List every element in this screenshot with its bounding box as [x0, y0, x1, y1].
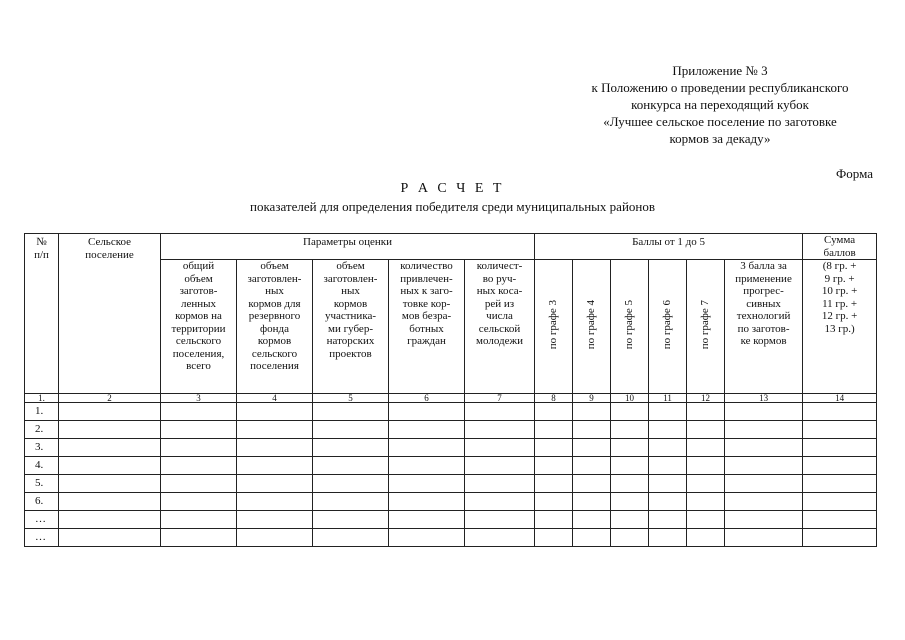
table-cell	[725, 421, 803, 439]
table-cell	[725, 493, 803, 511]
table-cell	[313, 493, 389, 511]
table-cell	[573, 511, 611, 529]
row-number: 5.	[25, 475, 59, 493]
column-number: 6	[389, 394, 465, 403]
row-number: 4.	[25, 457, 59, 475]
table-cell	[237, 475, 313, 493]
table-cell	[687, 457, 725, 475]
table-cell	[687, 475, 725, 493]
table-cell	[535, 493, 573, 511]
row-number: 6.	[25, 493, 59, 511]
header-score-label: по графе 4	[585, 300, 598, 350]
table-cell	[803, 529, 877, 547]
calculation-table	[24, 233, 877, 547]
header-score	[611, 260, 649, 394]
table-cell	[389, 511, 465, 529]
annex-header	[540, 62, 900, 147]
table-cell	[573, 439, 611, 457]
row-number: …	[25, 511, 59, 529]
column-number: 1.	[25, 394, 59, 403]
table-cell	[313, 403, 389, 421]
table-cell	[649, 493, 687, 511]
table-cell	[465, 439, 535, 457]
table-cell	[611, 529, 649, 547]
annex-line: к Положению о проведении республиканского	[591, 80, 849, 95]
table-cell	[389, 529, 465, 547]
header-param: объем заготовлен- ных кормов участника- ми губер- наторских проектов	[313, 260, 389, 394]
document-subtitle: показателей для определения победителя среди муниципальных районов	[249, 199, 655, 214]
document-title: Р А С Ч Е Т	[400, 181, 505, 196]
table-cell	[161, 439, 237, 457]
table-cell	[649, 403, 687, 421]
header-score-extra: 3 балла за применение прогрес- сивных технологий по заготов- ке кормов	[725, 260, 803, 394]
table-cell	[59, 475, 161, 493]
annex-line: кормов за декаду»	[669, 131, 771, 146]
column-number: 9	[573, 394, 611, 403]
table-cell	[611, 493, 649, 511]
table-cell	[687, 421, 725, 439]
table-cell	[313, 529, 389, 547]
header-param: общий объем заготов- ленных кормов на территории сельского поселения, всего	[161, 260, 237, 394]
table-row	[25, 475, 877, 493]
table-cell	[237, 439, 313, 457]
table-cell	[465, 511, 535, 529]
table-row	[25, 529, 877, 547]
table-cell	[725, 403, 803, 421]
table-cell	[59, 439, 161, 457]
table-cell	[237, 403, 313, 421]
header-score	[649, 260, 687, 394]
table-cell	[803, 493, 877, 511]
header-scores-group: Баллы от 1 до 5	[535, 234, 803, 260]
table-cell	[687, 439, 725, 457]
header-params-group: Параметры оценки	[161, 234, 535, 260]
header-score-label: по графе 3	[547, 300, 560, 350]
table-cell	[803, 403, 877, 421]
table-row	[25, 439, 877, 457]
table-cell	[313, 421, 389, 439]
table-cell	[687, 403, 725, 421]
header-number: № п/п	[25, 234, 59, 394]
column-number: 10	[611, 394, 649, 403]
column-number: 14	[803, 394, 877, 403]
table-cell	[237, 529, 313, 547]
table-cell	[611, 475, 649, 493]
row-number: 3.	[25, 439, 59, 457]
table-cell	[573, 529, 611, 547]
table-cell	[465, 421, 535, 439]
table-cell	[313, 511, 389, 529]
row-number: …	[25, 529, 59, 547]
table-row	[25, 493, 877, 511]
column-number: 12	[687, 394, 725, 403]
table-cell	[573, 421, 611, 439]
table-cell	[59, 529, 161, 547]
table-cell	[389, 493, 465, 511]
table-cell	[465, 529, 535, 547]
table-cell	[389, 439, 465, 457]
table-cell	[59, 403, 161, 421]
header-score-label: по графе 7	[699, 300, 712, 350]
table-cell	[389, 421, 465, 439]
table-cell	[237, 511, 313, 529]
table-cell	[687, 529, 725, 547]
table-cell	[649, 439, 687, 457]
table-cell	[573, 493, 611, 511]
table-cell	[803, 439, 877, 457]
table-cell	[465, 493, 535, 511]
table-cell	[237, 421, 313, 439]
table-cell	[237, 493, 313, 511]
table-cell	[161, 475, 237, 493]
table-cell	[535, 421, 573, 439]
header-score-label: по графе 5	[623, 300, 636, 350]
table-cell	[725, 457, 803, 475]
column-number: 3	[161, 394, 237, 403]
table-cell	[389, 457, 465, 475]
table-cell	[465, 457, 535, 475]
table-cell	[573, 457, 611, 475]
row-number: 2.	[25, 421, 59, 439]
table-row	[25, 403, 877, 421]
column-number: 2	[59, 394, 161, 403]
table-cell	[611, 403, 649, 421]
table-cell	[611, 457, 649, 475]
table-cell	[313, 457, 389, 475]
column-number: 13	[725, 394, 803, 403]
header-param: объем заготовлен- ных кормов для резервного фонда кормов сельского поселения	[237, 260, 313, 394]
table-cell	[725, 475, 803, 493]
column-number: 11	[649, 394, 687, 403]
table-cell	[649, 511, 687, 529]
annex-line: конкурса на переходящий кубок	[631, 97, 809, 112]
table-cell	[535, 439, 573, 457]
table-cell	[649, 421, 687, 439]
table-cell	[59, 421, 161, 439]
table-cell	[465, 475, 535, 493]
table-cell	[313, 439, 389, 457]
table-row	[25, 457, 877, 475]
table-cell	[59, 457, 161, 475]
header-settlement: Сельское поселение	[59, 234, 161, 394]
table-cell	[161, 457, 237, 475]
column-number: 4	[237, 394, 313, 403]
column-number: 8	[535, 394, 573, 403]
table-cell	[573, 475, 611, 493]
table-cell	[465, 403, 535, 421]
table-cell	[535, 403, 573, 421]
table-cell	[649, 457, 687, 475]
table-row	[25, 421, 877, 439]
table-cell	[687, 511, 725, 529]
table-cell	[535, 511, 573, 529]
table-cell	[649, 529, 687, 547]
table-cell	[649, 475, 687, 493]
header-sum-formula: (8 гр. + 9 гр. + 10 гр. + 11 гр. + 12 гр. + 13 гр.)	[803, 260, 877, 394]
header-param: количество привлечен- ных к заго- товке кор- мов безра- ботных граждан	[389, 260, 465, 394]
table-cell	[687, 493, 725, 511]
table-cell	[803, 475, 877, 493]
table-cell	[535, 529, 573, 547]
header-score	[535, 260, 573, 394]
table-cell	[161, 511, 237, 529]
table-cell	[725, 511, 803, 529]
table-cell	[725, 439, 803, 457]
annex-line: «Лучшее сельское поселение по заготовке	[603, 114, 837, 129]
table-cell	[313, 475, 389, 493]
table-cell	[161, 493, 237, 511]
column-number: 7	[465, 394, 535, 403]
form-label: Форма	[836, 166, 873, 181]
table-cell	[59, 493, 161, 511]
column-number: 5	[313, 394, 389, 403]
row-number: 1.	[25, 403, 59, 421]
table-cell	[161, 529, 237, 547]
table-cell	[803, 457, 877, 475]
table-cell	[725, 529, 803, 547]
table-cell	[161, 421, 237, 439]
header-score	[687, 260, 725, 394]
table-cell	[389, 475, 465, 493]
table-cell	[59, 511, 161, 529]
table-cell	[535, 475, 573, 493]
header-score	[573, 260, 611, 394]
table-row	[25, 511, 877, 529]
table-cell	[161, 403, 237, 421]
header-param: количест- во руч- ных коса- рей из числа сельской молодежи	[465, 260, 535, 394]
table-cell	[803, 511, 877, 529]
annex-line: Приложение № 3	[672, 63, 768, 78]
header-sum: Сумма баллов	[803, 234, 877, 260]
table-cell	[535, 457, 573, 475]
table-cell	[611, 421, 649, 439]
table-cell	[803, 421, 877, 439]
table-cell	[389, 403, 465, 421]
table-cell	[611, 439, 649, 457]
header-score-label: по графе 6	[661, 300, 674, 350]
table-cell	[573, 403, 611, 421]
table-cell	[611, 511, 649, 529]
table-cell	[237, 457, 313, 475]
